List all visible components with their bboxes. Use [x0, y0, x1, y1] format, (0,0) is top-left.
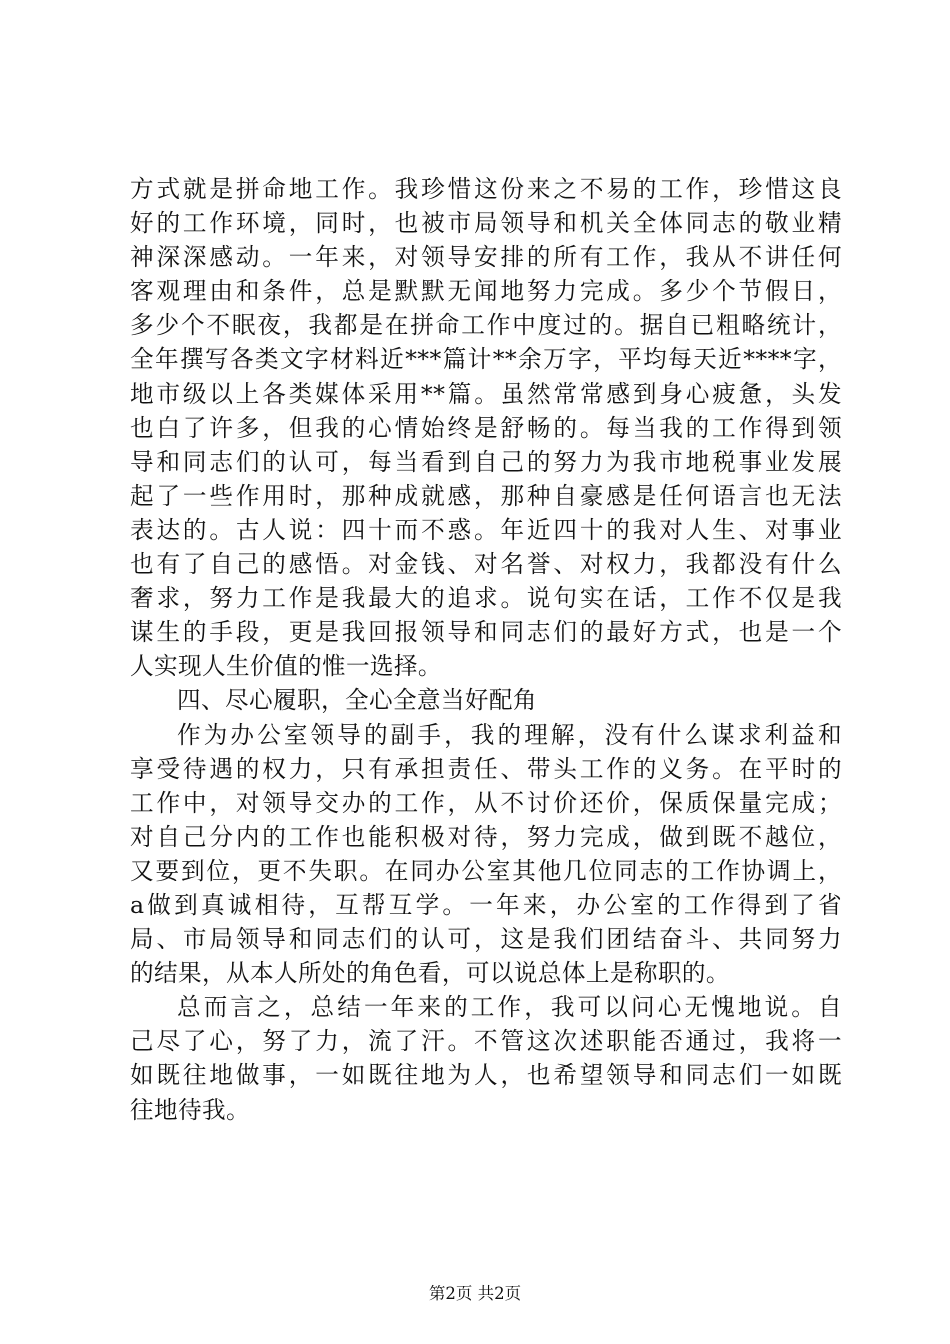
text-line: 谋生的手段，更是我回报领导和同志们的最好方式，也是一个	[130, 618, 842, 647]
text-line: 多少个不眠夜，我都是在拼命工作中度过的。据自已粗略统计，	[130, 311, 842, 340]
page-footer	[0, 1283, 950, 1305]
text-line: 地市级以上各类媒体采用**篇。虽然常常感到身心疲惫，头发	[130, 379, 842, 408]
page-number: 第2页 共2页	[428, 1284, 522, 1303]
text-line: 工作中，对领导交办的工作，从不讨价还价，保质保量完成；	[130, 788, 842, 817]
text-line: 方式就是拼命地工作。我珍惜这份来之不易的工作，珍惜这良	[130, 175, 842, 203]
text-line: 也有了自己的感悟。对金钱、对名誉、对权力，我都没有什么	[130, 550, 842, 579]
text-line: 己尽了心，努了力，流了汗。不管这次述职能否通过，我将一	[130, 1027, 842, 1056]
text-line: 神深深感动。一年来，对领导安排的所有工作，我从不讲任何	[130, 243, 842, 272]
section-heading-text: 四、尽心履职，全心全意当好配角	[177, 686, 537, 715]
text-line: 导和同志们的认可，每当看到自己的努力为我市地税事业发展	[130, 447, 842, 476]
paragraph	[130, 990, 842, 1126]
text-line: 作为办公室领导的副手，我的理解，没有什么谋求利益和	[177, 720, 842, 749]
text-line: a做到真诚相待，互帮互学。一年来，办公室的工作得到了省	[130, 890, 842, 919]
section-heading	[130, 683, 842, 717]
text-line: 对自己分内的工作也能积极对待，努力完成，做到既不越位，	[130, 822, 842, 851]
paragraph	[130, 718, 842, 991]
text-line: 局、市局领导和同志们的认可，这是我们团结奋斗、共同努力	[130, 925, 842, 954]
text-line: 表达的。古人说：四十而不惑。年近四十的我对人生、对事业	[130, 515, 842, 544]
text-line: 人实现人生价值的惟一选择。	[130, 652, 442, 681]
text-line: 如既往地做事，一如既往地为人，也希望领导和同志们一如既	[130, 1061, 842, 1090]
text-line: 客观理由和条件，总是默默无闻地努力完成。多少个节假日，	[130, 277, 842, 306]
text-line: 全年撰写各类文字材料近***篇计**余万字，平均每天近****字，	[130, 345, 842, 374]
text-line: 享受待遇的权力，只有承担责任、带头工作的义务。在平时的	[130, 754, 842, 783]
text-line: 也白了许多，但我的心情始终是舒畅的。每当我的工作得到领	[130, 413, 842, 442]
text-line: 又要到位，更不失职。在同办公室其他几位同志的工作协调上，	[130, 856, 842, 885]
text-line: 奢求，努力工作是我最大的追求。说句实在话，工作不仅是我	[130, 584, 842, 613]
paragraph-continuation	[130, 172, 842, 683]
text-line: 总而言之，总结一年来的工作，我可以问心无愧地说。自	[177, 993, 842, 1022]
text-line: 的结果，从本人所处的角色看，可以说总体上是称职的。	[130, 959, 730, 988]
document-body	[130, 172, 842, 1127]
text-line: 往地待我。	[130, 1095, 250, 1124]
text-line: 好的工作环境，同时，也被市局领导和机关全体同志的敬业精	[130, 209, 842, 238]
text-line: 起了一些作用时，那种成就感，那种自豪感是任何语言也无法	[130, 481, 842, 510]
